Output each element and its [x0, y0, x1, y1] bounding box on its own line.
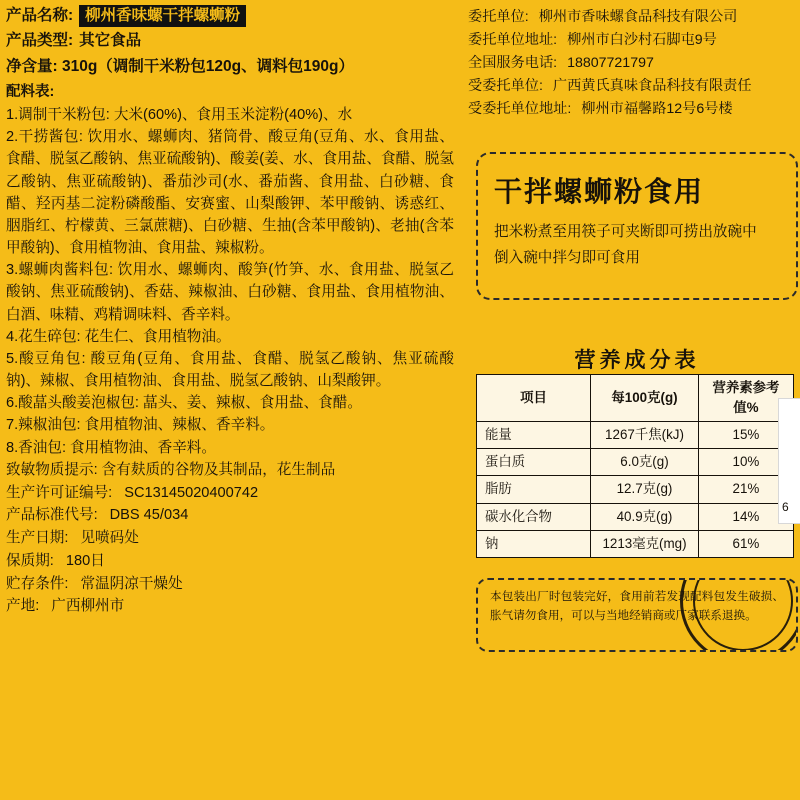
detail-value: 常温阴凉干燥处 [80, 575, 183, 592]
list-item [468, 29, 796, 52]
company-value: 18807721797 [567, 55, 654, 71]
list-item [6, 482, 454, 505]
company-info-block [462, 0, 800, 121]
list-item: 1.调制干米粉包: 大米(60%)、食用玉米淀粉(40%)、水 [6, 107, 353, 124]
table-header-row [477, 375, 794, 422]
cell-item: 钠 [477, 530, 591, 557]
list-item: 2.干捞酱包: 饮用水、螺蛳肉、猪筒骨、酸豆角(豆角、水、食用盐、食醋、脱氢乙酸钠、焦亚硫酸钠)、酸姜(姜、水、食用盐、食醋、脱氢乙酸钠、焦亚硫酸钠)、番茄沙司(水、番茄酱、食用盐、白砂糖、食醋、羟丙基二淀粉磷酸酯、安赛蜜、山梨酸钾、苯甲酸钠、诱惑红、胭脂红、柠檬黄、三氯蔗糖)、白砂糖、生抽(含苯甲酸钠)、老抽(含苯甲酸钠)、食用植物油、食用盐、辣椒粉。 [6, 129, 454, 257]
list-item: 3.螺蛳肉酱料包: 饮用水、螺蛳肉、酸笋(竹笋、水、食用盐、脱氢乙酸钠、焦亚硫酸钠)、香菇、辣椒油、白砂糖、食用盐、食用植物油、白酒、味精、鸡精调味料、香辛料。 [6, 262, 454, 323]
usage-step-1: 把米粉煮至用筷子可夹断即可捞出放碗中 [494, 224, 757, 240]
product-name-row [6, 4, 454, 28]
list-item [6, 527, 454, 550]
company-key: 全国服务电话: [468, 55, 558, 71]
list-item [6, 573, 454, 596]
detail-key: 保质期: [6, 552, 54, 569]
cell-nrv: 10% [698, 449, 793, 476]
table-row [477, 449, 794, 476]
nutrition-table [476, 374, 794, 558]
company-value: 柳州市福馨路12号6号楼 [581, 101, 733, 117]
list-item [6, 595, 454, 618]
product-name-label: 产品名称: [6, 7, 74, 24]
cell-item: 能量 [477, 422, 591, 449]
company-value: 柳州市香味螺食品科技有限公司 [538, 9, 738, 25]
usage-step-2: 倒入碗中拌匀即可食用 [494, 249, 640, 266]
detail-value: 广西柳州市 [51, 598, 125, 615]
cell-value: 40.9克(g) [591, 503, 699, 530]
nutrition-title: 营养成分表 [574, 349, 700, 372]
detail-value: 180日 [65, 552, 105, 569]
product-type-row [6, 29, 454, 53]
company-key: 委托单位地址: [468, 32, 558, 48]
list-item [468, 75, 796, 98]
list-item: 4.花生碎包: 花生仁、食用植物油。 [6, 328, 231, 345]
detail-value: DBS 45/034 [109, 507, 189, 524]
cell-value: 1213毫克(mg) [591, 530, 699, 557]
detail-value: SC13145020400742 [124, 484, 259, 501]
cell-nrv: 14% [698, 503, 793, 530]
cell-value: 1267千焦(kJ) [591, 422, 699, 449]
list-item: 5.酸豆角包: 酸豆角(豆角、食用盐、食醋、脱氢乙酸钠、焦亚硫酸钠)、辣椒、食用植物油、食用盐、脱氢乙酸钠、山梨酸钾。 [6, 350, 454, 390]
company-value: 广西黄氏真味食品科技有限责任 [552, 78, 752, 94]
company-key: 受委托单位: [468, 78, 543, 94]
company-and-nutrition-column [462, 0, 800, 800]
detail-key: 生产许可证编号: [6, 484, 113, 501]
packaging-notice-text: 本包装出厂时包装完好，食用前若发现配料包发生破损、胀气请勿食用，可以与当地经销商或厂家联系退换。 [490, 590, 784, 622]
list-item [468, 6, 796, 29]
cell-nrv: 21% [698, 476, 793, 503]
column-header-item: 项目 [477, 375, 591, 422]
company-value: 柳州市白沙村石脚屯9号 [567, 32, 717, 48]
cell-value: 12.7克(g) [591, 476, 699, 503]
table-row [477, 422, 794, 449]
ingredients-label: 配料表: [6, 83, 55, 100]
cell-nrv: 61% [698, 530, 793, 557]
product-type-label: 产品类型: [6, 32, 74, 50]
list-item [6, 504, 454, 527]
cell-item: 碳水化合物 [477, 503, 591, 530]
detail-key: 生产日期: [6, 530, 69, 547]
list-item: 7.辣椒油包: 食用植物油、辣椒、香辛料。 [6, 417, 275, 434]
net-weight: 净含量: 310g（调制干米粉包120g、调料包190g） [6, 58, 354, 76]
usage-title: 干拌螺蛳粉食用 [494, 176, 705, 207]
cell-item: 脂肪 [477, 476, 591, 503]
list-item [468, 98, 796, 121]
detail-key: 产品标准代号: [6, 507, 98, 524]
list-item: 8.香油包: 食用植物油、香辛料。 [6, 439, 217, 456]
cell-item: 蛋白质 [477, 449, 591, 476]
ingredients-list [6, 104, 454, 459]
column-header-nrv: 营养素参考值% [698, 375, 793, 422]
packaging-notice-panel [476, 578, 798, 652]
product-type-value: 其它食品 [79, 32, 142, 50]
seal-stamp-icon [680, 578, 798, 652]
product-details-list [6, 482, 454, 619]
company-key: 受委托单位地址: [468, 101, 572, 117]
cell-value: 6.0克(g) [591, 449, 699, 476]
allergen-notice: 致敏物质提示: 含有麸质的谷物及其制品，花生制品 [6, 461, 336, 478]
table-row [477, 530, 794, 557]
detail-key: 产地: [6, 598, 40, 615]
product-name-value: 柳州香味螺干拌螺蛳粉 [79, 5, 246, 27]
table-row [477, 476, 794, 503]
detail-value: 见喷码处 [80, 530, 139, 547]
usage-instructions-panel [476, 152, 798, 300]
company-key: 委托单位: [468, 9, 529, 25]
side-box-label: 6 [782, 500, 789, 514]
column-header-per100g: 每100克(g) [591, 375, 699, 422]
cell-nrv: 15% [698, 422, 793, 449]
table-row [477, 503, 794, 530]
list-item [468, 52, 796, 75]
detail-key: 贮存条件: [6, 575, 69, 592]
list-item [6, 550, 454, 573]
list-item: 6.酸蕌头酸姜泡椒包: 蕌头、姜、辣椒、食用盐、食醋。 [6, 395, 362, 412]
